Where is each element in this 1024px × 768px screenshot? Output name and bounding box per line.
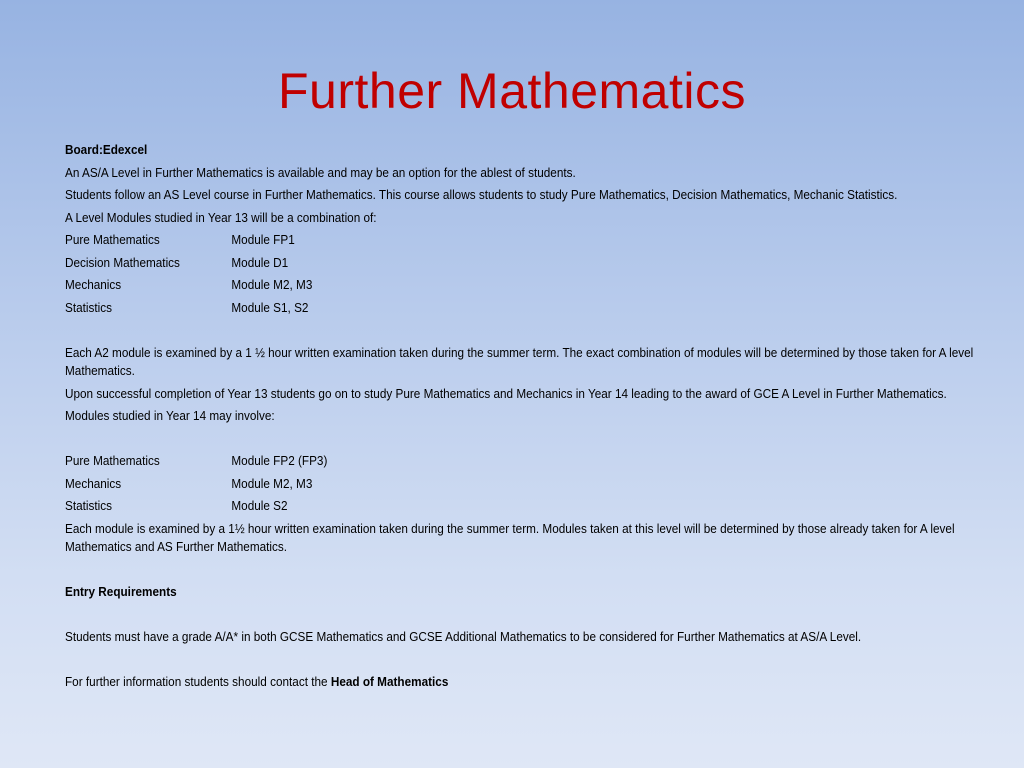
module-subject: Pure Mathematics: [65, 454, 160, 468]
module-code: Module S2: [231, 499, 288, 513]
year14-exam-text: Each module is examined by a 1½ hour written examination taken during the summer term. Modules taken at this level will be determined by those already taken for A level Mathematics and AS Further Mathematics.: [65, 521, 955, 554]
year14-module-row: [65, 452, 1005, 471]
year13-module-row: [65, 276, 1005, 295]
module-subject: Decision Mathematics: [65, 255, 180, 270]
contact-text: For further information students should contact the: [65, 675, 331, 689]
spacer: [65, 321, 1005, 344]
module-code: Module S1, S2: [231, 300, 309, 315]
contact-name: Head of Mathematics: [330, 675, 449, 689]
year13-module-row: [65, 254, 1005, 273]
spacer: [65, 606, 1005, 629]
module-code: Module M2, M3: [231, 278, 313, 292]
module-code: Module FP2 (FP3): [231, 454, 328, 468]
entry-requirements-heading: Entry Requirements: [65, 585, 177, 599]
spacer: [65, 651, 1005, 674]
year14-modules-heading: Modules studied in Year 14 may involve:: [65, 409, 275, 423]
year14-module-row: [65, 475, 1005, 494]
intro-line: An AS/A Level in Further Mathematics is available and may be an option for the ablest of students.: [65, 165, 576, 180]
spacer: [65, 430, 1005, 453]
contact-line: [65, 673, 1005, 692]
slide-title: Further Mathematics: [278, 63, 746, 119]
entry-requirements-text: Students must have a grade A/A* in both GCSE Mathematics and GCSE Additional Mathematics to be considered for Further Mathematics at AS/A Level.: [65, 630, 862, 644]
spacer: [65, 561, 1005, 584]
module-subject: Mechanics: [65, 278, 122, 292]
module-code: Module FP1: [231, 233, 295, 247]
year13-module-row: [65, 231, 1005, 250]
module-subject: Statistics: [65, 499, 113, 513]
module-code: Module D1: [231, 255, 289, 270]
module-subject: Mechanics: [65, 476, 122, 491]
a2-exam-text: Each A2 module is examined by a 1 ½ hour written examination taken during the summer term. The exact combination of modules will be determined by those taken for A level Mathematics.: [65, 345, 974, 378]
intro-line: Students follow an AS Level course in Further Mathematics. This course allows students to study Pure Mathematics, Decision Mathematics, Mechanic Statistics.: [65, 188, 898, 202]
slide-body: [65, 141, 1005, 696]
module-subject: Pure Mathematics: [65, 233, 160, 247]
intro-line: A Level Modules studied in Year 13 will be a combination of:: [65, 210, 377, 225]
year14-module-row: [65, 497, 1005, 516]
module-subject: Statistics: [65, 300, 113, 315]
year14-intro-text: Upon successful completion of Year 13 students go on to study Pure Mathematics and Mechanics in Year 14 leading to the award of GCE A Level in Further Mathematics.: [65, 386, 947, 401]
board-label: Board:Edexcel: [65, 143, 148, 157]
year13-module-row: [65, 299, 1005, 318]
module-code: Module M2, M3: [231, 476, 313, 491]
